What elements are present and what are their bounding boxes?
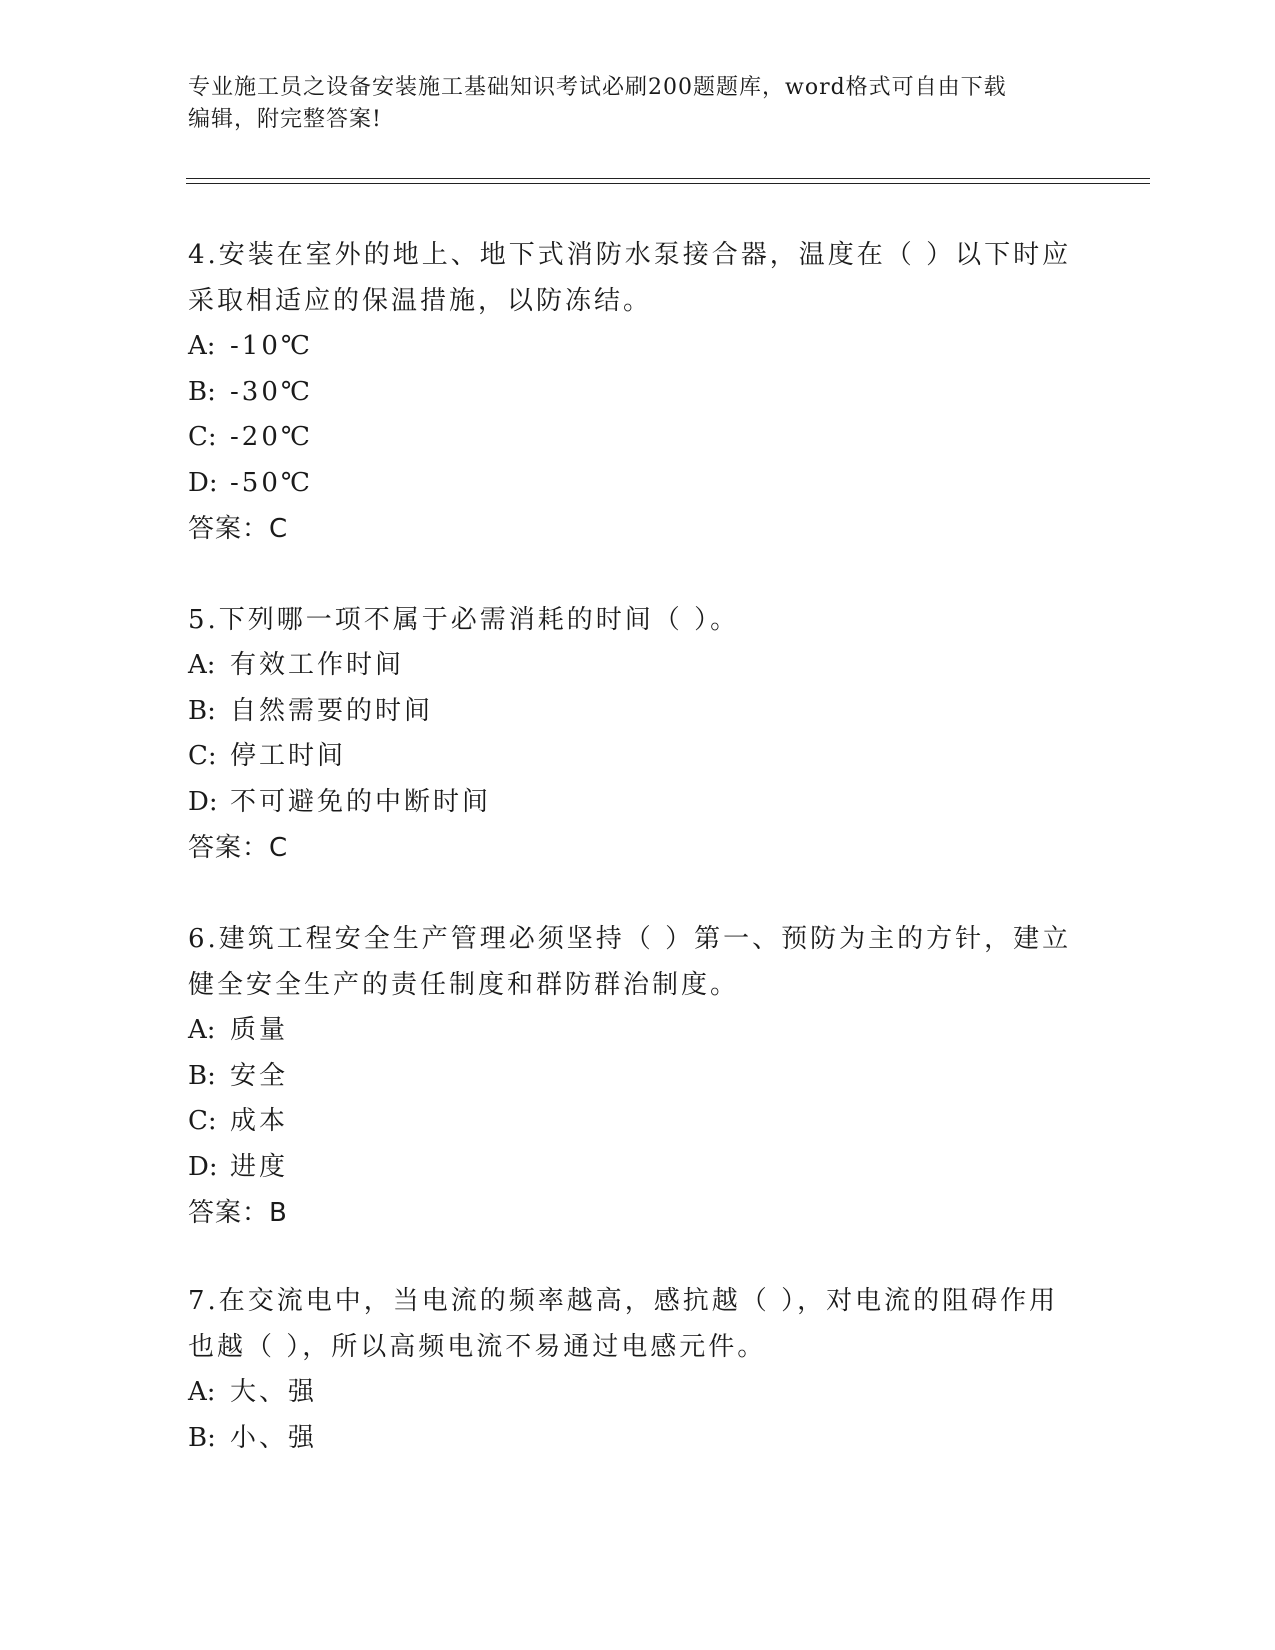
option-text: 停工时间	[230, 741, 347, 771]
option-text: 质量	[230, 1015, 289, 1045]
option-label: A:	[188, 331, 216, 361]
option-label: B:	[188, 1060, 216, 1091]
option-d	[188, 780, 1088, 826]
option-label: D:	[188, 467, 218, 498]
option-c	[188, 1099, 1088, 1145]
option-text: -30℃	[230, 376, 313, 407]
document-header	[188, 72, 1068, 136]
option-d	[188, 1145, 1088, 1191]
answer: 答案：C	[188, 833, 289, 863]
option-b	[188, 1416, 1088, 1462]
option-label: B:	[188, 695, 216, 726]
option-text: 进度	[230, 1151, 289, 1182]
option-label: C:	[188, 1106, 217, 1136]
question-stem-line-2: 健全安全生产的责任制度和群防群治制度。	[188, 970, 740, 1000]
question-4	[188, 232, 1088, 552]
option-text: 自然需要的时间	[230, 695, 434, 726]
option-label: A:	[188, 1015, 216, 1045]
option-text: -10℃	[230, 331, 313, 361]
option-text: 大、强	[230, 1377, 318, 1407]
option-label: B:	[188, 1422, 216, 1453]
option-c	[188, 734, 1088, 780]
option-text: 小、强	[230, 1422, 318, 1453]
option-label: D:	[188, 1151, 218, 1182]
option-b	[188, 1054, 1088, 1100]
option-text: 成本	[230, 1106, 289, 1136]
option-c	[188, 415, 1088, 461]
header-divider-bottom	[186, 183, 1150, 184]
header-line-1: 专业施工员之设备安装施工基础知识考试必刷200题题库，word格式可自由下载	[188, 75, 1007, 100]
question-stem-line-1: 4.安装在室外的地上、地下式消防水泵接合器，温度在（ ）以下时应	[188, 240, 1072, 270]
option-label: A:	[188, 1377, 216, 1407]
option-label: D:	[188, 786, 218, 817]
option-label: A:	[188, 650, 216, 680]
answer: 答案：B	[188, 1198, 288, 1228]
option-text: -50℃	[230, 467, 313, 498]
question-7	[188, 1278, 1088, 1461]
question-5	[188, 597, 1088, 871]
option-d	[188, 461, 1088, 507]
option-a	[188, 1370, 1088, 1416]
option-text: -20℃	[230, 422, 313, 452]
question-stem-line-1: 5.下列哪一项不属于必需消耗的时间（ ）。	[188, 605, 740, 635]
answer: 答案：C	[188, 514, 289, 544]
option-text: 不可避免的中断时间	[230, 786, 492, 817]
header-divider-top	[186, 178, 1150, 179]
question-stem-line-2: 也越（ ），所以高频电流不易通过电感元件。	[188, 1332, 767, 1362]
option-b	[188, 370, 1088, 416]
question-6	[188, 916, 1088, 1236]
header-line-2: 编辑，附完整答案!	[188, 107, 382, 132]
option-a	[188, 1008, 1088, 1054]
option-label: B:	[188, 376, 216, 407]
option-label: C:	[188, 741, 217, 771]
question-stem-line-1: 7.在交流电中，当电流的频率越高，感抗越（ ），对电流的阻碍作用	[188, 1286, 1059, 1316]
option-a	[188, 643, 1088, 689]
option-label: C:	[188, 422, 217, 452]
option-text: 有效工作时间	[230, 650, 405, 680]
question-stem-line-1: 6.建筑工程安全生产管理必须坚持（ ）第一、预防为主的方针，建立	[188, 924, 1072, 954]
option-a	[188, 324, 1088, 370]
option-text: 安全	[230, 1060, 289, 1091]
question-stem-line-2: 采取相适应的保温措施，以防冻结。	[188, 286, 653, 316]
option-b	[188, 689, 1088, 735]
